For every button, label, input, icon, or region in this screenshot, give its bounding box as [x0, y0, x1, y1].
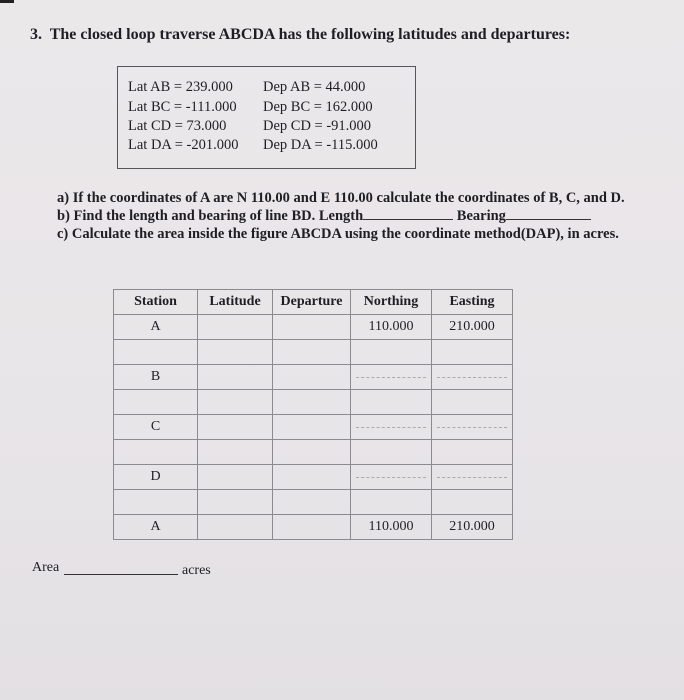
- table-row: [114, 315, 513, 340]
- length-blank[interactable]: [363, 219, 453, 220]
- dep-cd: Dep CD = -91.000: [263, 118, 372, 134]
- latitude-cell[interactable]: [198, 315, 273, 340]
- northing-cell[interactable]: [351, 465, 432, 490]
- dep-ab: Dep AB = 44.000: [263, 79, 366, 95]
- answer-line: [437, 377, 507, 378]
- latitude-cell[interactable]: [198, 390, 273, 415]
- lat-da: Lat DA = -201.000: [128, 137, 239, 153]
- answer-line: [356, 427, 426, 428]
- latitude-cell[interactable]: [198, 515, 273, 540]
- lat-cd: Lat CD = 73.000: [128, 118, 227, 134]
- pen-mark: [0, 0, 14, 3]
- northing-cell[interactable]: [351, 340, 432, 365]
- header-easting: Easting: [432, 290, 513, 315]
- easting-cell: 210.000: [432, 515, 513, 540]
- answer-line: [356, 477, 426, 478]
- item-b-text: b) Find the length and bearing of line BD. Length: [57, 208, 364, 224]
- traverse-table: [113, 289, 513, 540]
- departure-cell[interactable]: [273, 365, 351, 390]
- answer-line: [437, 477, 507, 478]
- latitude-cell[interactable]: [198, 465, 273, 490]
- northing-cell: 110.000: [351, 515, 432, 540]
- easting-cell[interactable]: [432, 440, 513, 465]
- table-row: [114, 390, 513, 415]
- table-header-row: [114, 290, 513, 315]
- area-unit: acres: [182, 563, 211, 578]
- easting-cell[interactable]: [432, 390, 513, 415]
- station-cell: D: [114, 465, 198, 490]
- bearing-label: Bearing: [456, 208, 506, 224]
- easting-cell[interactable]: [432, 365, 513, 390]
- latitude-cell[interactable]: [198, 440, 273, 465]
- area-answer-blank[interactable]: [64, 574, 178, 575]
- easting-cell: 210.000: [432, 315, 513, 340]
- latitude-cell[interactable]: [198, 365, 273, 390]
- departure-cell[interactable]: [273, 515, 351, 540]
- table-row: [114, 340, 513, 365]
- lat-bc: Lat BC = -111.000: [128, 99, 237, 115]
- problem-statement: The closed loop traverse ABCDA has the following latitudes and departures:: [49, 26, 571, 43]
- item-a: a) If the coordinates of A are N 110.00 and E 110.00 calculate the coordinates of B, C, and D.: [57, 190, 625, 206]
- latitude-cell[interactable]: [198, 340, 273, 365]
- header-station: Station: [114, 290, 198, 315]
- item-c: c) Calculate the area inside the figure ABCDA using the coordinate method(DAP), in acres.: [57, 226, 619, 242]
- answer-line: [356, 377, 426, 378]
- northing-cell[interactable]: [351, 440, 432, 465]
- dep-da: Dep DA = -115.000: [263, 137, 378, 153]
- northing-cell[interactable]: [351, 490, 432, 515]
- easting-cell[interactable]: [432, 340, 513, 365]
- station-cell: [114, 390, 198, 415]
- northing-cell: 110.000: [351, 315, 432, 340]
- northing-cell[interactable]: [351, 365, 432, 390]
- easting-cell[interactable]: [432, 490, 513, 515]
- departure-cell[interactable]: [273, 415, 351, 440]
- station-cell: [114, 490, 198, 515]
- lat-ab: Lat AB = 239.000: [128, 79, 233, 95]
- problem-title: [30, 26, 570, 44]
- station-cell: A: [114, 315, 198, 340]
- table-row: [114, 465, 513, 490]
- given-data-box: [117, 66, 416, 169]
- answer-line: [437, 427, 507, 428]
- departure-cell[interactable]: [273, 390, 351, 415]
- northing-cell[interactable]: [351, 390, 432, 415]
- departure-cell[interactable]: [273, 315, 351, 340]
- latitude-cell[interactable]: [198, 490, 273, 515]
- station-cell: A: [114, 515, 198, 540]
- table-row: [114, 365, 513, 390]
- departure-cell[interactable]: [273, 465, 351, 490]
- dep-bc: Dep BC = 162.000: [263, 99, 373, 115]
- station-cell: [114, 340, 198, 365]
- departure-cell[interactable]: [273, 490, 351, 515]
- header-latitude: Latitude: [198, 290, 273, 315]
- table-row: [114, 515, 513, 540]
- easting-cell[interactable]: [432, 415, 513, 440]
- latitude-cell[interactable]: [198, 415, 273, 440]
- table-row: [114, 415, 513, 440]
- item-b: [57, 208, 591, 225]
- bearing-blank[interactable]: [506, 219, 591, 220]
- departure-cell[interactable]: [273, 440, 351, 465]
- table-row: [114, 490, 513, 515]
- header-departure: Departure: [273, 290, 351, 315]
- northing-cell[interactable]: [351, 415, 432, 440]
- problem-number: 3.: [30, 26, 42, 43]
- header-northing: Northing: [351, 290, 432, 315]
- departure-cell[interactable]: [273, 340, 351, 365]
- station-cell: C: [114, 415, 198, 440]
- station-cell: [114, 440, 198, 465]
- area-label: Area: [32, 560, 60, 575]
- table-row: [114, 440, 513, 465]
- station-cell: B: [114, 365, 198, 390]
- easting-cell[interactable]: [432, 465, 513, 490]
